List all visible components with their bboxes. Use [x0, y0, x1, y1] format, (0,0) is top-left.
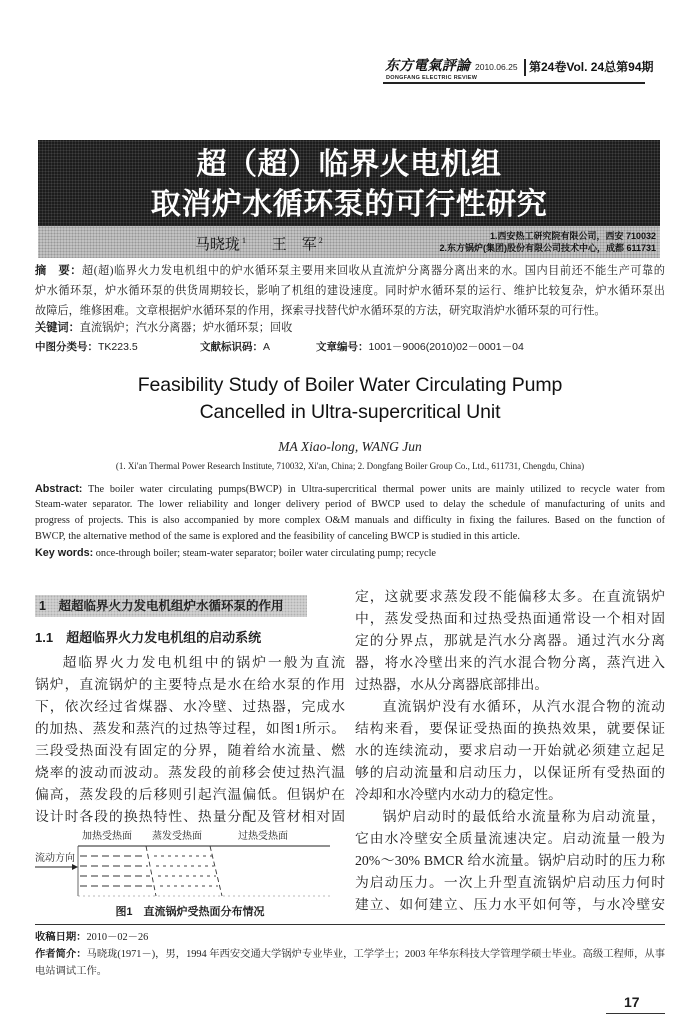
title-banner — [38, 140, 660, 226]
abstract-cn-line: 炉水循环泵，炉水循环泵的供货周期较长，影响了机组的建设速度。同时炉水循环泵的运行、维护比较复杂，炉水循环泵出 — [35, 285, 665, 297]
affiliation-mark: 1 — [242, 236, 247, 245]
clc-number — [35, 338, 138, 356]
authors-en: MA Xiao-long, WANG Jun — [278, 439, 422, 454]
header-separator — [524, 59, 526, 76]
body-text-line: 为启动压力。一次上升型直流锅炉启动压力何时 — [355, 875, 665, 890]
abstract-cn-line: 故障后，维修困难。文章根据炉水循环泵的作用，探索寻找替代炉水循环泵的方法，研究取消炉水循环泵的可行性。 — [35, 305, 606, 317]
body-text-line: 建立、如何建立、压力水平如何等，与水冷壁安 — [355, 897, 665, 912]
journal-logo: 东方電氣評論 — [385, 58, 471, 74]
article-number — [316, 338, 524, 356]
article-number-value: 1001－9006(2010)02－0001－04 — [368, 341, 524, 353]
author-name: 王 军 — [271, 237, 317, 253]
body-text-line: 冷却和水冷壁内水动力的稳定性。 — [355, 787, 562, 802]
body-text-line: 三段受热面没有固定的分界，随着给水流量、燃 — [35, 743, 345, 758]
body-text-line: 设计时各段的换热特性、热量分配及管材相对固 — [35, 809, 345, 824]
body-text-line: 器，将水冷壁出来的汽水混合物分离，蒸汽进入 — [355, 655, 665, 670]
issue-date: 2010.06.25 — [475, 62, 518, 72]
author-bio-label: 作者简介： — [35, 949, 87, 960]
body-text-line: 超临界火力发电机组中的锅炉一般为直流 — [62, 655, 345, 670]
heating-evaporation-boundary — [146, 846, 156, 896]
body-text-line: 它由水冷壁安全质量流速决定。启动流量一般为 — [355, 831, 665, 846]
body-text-line: 结构来看，要保证受热面的换热效果，就要保证 — [355, 721, 665, 736]
figure-label-evaporation: 蒸发受热面 — [152, 831, 202, 842]
flow-arrow-head — [72, 864, 78, 870]
affiliation-mark: 2 — [318, 236, 323, 245]
received-date-label: 收稿日期： — [35, 932, 87, 943]
body-text-line: 定的分界点，那就是汽水分离器。通过汽水分离 — [355, 633, 665, 648]
author-bio-text: 马晓珑(1971－)，男，1994 年西安交通大学锅炉专业毕业，工学学士；2003 年华东科技大学管理学硕士毕业。高级工程师，从事 — [86, 949, 665, 960]
keywords-cn-text: 直流锅炉；汽水分离器；炉水循环泵；回收 — [79, 322, 293, 334]
body-text-line: 锅炉，直流锅炉的主要特点是水在给水泵的作用 — [35, 677, 345, 692]
body-text-line: 下，依次经过省煤器、水冷壁、过热器，完成水 — [35, 699, 345, 714]
affiliations-en: (1. Xi'an Thermal Power Research Institute, 710032, Xi'an, China; 2. Dongfang Boiler Group Co., Ltd., 611731, Chengdu, China) — [115, 461, 585, 471]
heating-zone-hatching — [80, 856, 152, 886]
abstract-cn-text: 超(超)临界火力发电机组中的炉水循环泵主要用来回收从直流炉分离器分离出来的水。国内目前还不能生产可靠的 — [81, 265, 665, 277]
affiliation-2: 2.东方锅炉(集团)股份有限公司技术中心，成都 611731 — [439, 243, 656, 253]
page-number-rule — [606, 1013, 665, 1014]
body-text-line: 直流锅炉没有水循环，从汽水混合物的流动 — [382, 699, 665, 714]
abstract-en-line — [35, 481, 665, 498]
subsection-heading: 1.1 超超临界火力发电机组的启动系统 — [35, 630, 262, 645]
abstract-cn-label: 摘 要： — [35, 265, 82, 277]
title-cn-line-2: 取消炉水循环泵的可行性研究 — [150, 187, 548, 222]
document-code-value: A — [263, 341, 271, 353]
body-text-line: 烧率的波动而波动。蒸发段的前移会使过热汽温 — [35, 765, 345, 780]
clc-label: 中图分类号： — [35, 341, 98, 353]
article-number-label: 文章编号： — [316, 341, 369, 353]
abstract-en-line: BWCP, the alternative method of the same is explored and the feasibility of canceling BWCP is studied in this article. — [35, 531, 520, 542]
body-text-line: 偏高，蒸发段的后移则引起汽温偏低。但锅炉在 — [35, 787, 345, 802]
author-name: 马晓珑 — [195, 237, 241, 253]
title-cn-line-1: 超（超）临界火电机组 — [196, 147, 502, 182]
received-date — [35, 929, 665, 946]
body-text-line: 锅炉启动时的最低给水流量称为启动流量， — [382, 809, 665, 824]
body-text-line: 过热器，水从分离器底部排出。 — [355, 677, 549, 692]
keywords-en — [35, 545, 665, 562]
figure-1-diagram — [30, 826, 345, 902]
title-en-line-2: Cancelled in Ultra-supercritical Unit — [199, 401, 501, 423]
section-heading: 1 超超临界火力发电机组炉水循环泵的作用 — [35, 595, 307, 617]
document-code-label: 文献标识码： — [200, 341, 263, 353]
figure-1-caption: 图1 直流锅炉受热面分布情况 — [115, 906, 265, 918]
keywords-cn — [35, 319, 665, 337]
title-en-line-1: Feasibility Study of Boiler Water Circulating Pump — [137, 374, 563, 396]
body-text-line: 水的连续流动，要求启动一开始就必须建立起足 — [355, 743, 665, 758]
header-rule — [383, 82, 645, 84]
received-date-value: 2010－02－26 — [86, 932, 149, 943]
evaporation-superheat-boundary — [210, 846, 222, 896]
page-number: 17 — [624, 994, 640, 1010]
keywords-cn-label: 关键词： — [35, 322, 80, 334]
affiliation-1: 1.西安热工研究院有限公司，西安 710032 — [489, 231, 656, 241]
footnote-rule — [35, 924, 665, 925]
body-text-line: 20%～30% BMCR 给水流量。锅炉启动时的压力称 — [355, 853, 665, 868]
figure-label-superheating: 过热受热面 — [238, 831, 288, 842]
document-code — [200, 338, 270, 356]
abstract-en-line: Steam-water separator. The lower reliability and longer delivery period of BWCP used to delay the schedule of manufacturing of units and — [35, 499, 665, 510]
volume-info: 第24卷Vol. 24总第94期 — [529, 60, 654, 74]
body-text-line: 中，蒸发受热面和过热受热面通常设一个相对固 — [355, 611, 665, 626]
abstract-en-line: progress of projects. This is also accompanied by more complex O&M manuals and difficulty in fixing the failures. Based on the function of — [35, 515, 665, 526]
body-text-line: 够的启动流量和启动压力，以保证所有受热面的 — [355, 765, 665, 780]
author-bio-line: 电站调试工作。 — [35, 966, 108, 977]
abstract-en-label: Abstract: — [35, 483, 83, 495]
figure-label-heating: 加热受热面 — [82, 831, 132, 842]
keywords-en-label: Key words: — [35, 547, 94, 559]
body-text-line: 定，这就要求蒸发段不能偏移太多。在直流锅炉 — [355, 589, 665, 604]
clc-value: TK223.5 — [98, 341, 138, 353]
authors-cn — [195, 231, 323, 255]
author-bio-line — [35, 946, 665, 963]
journal-logo-subtitle: DONGFANG ELECTRIC REVIEW — [386, 75, 478, 81]
evaporation-zone-hatching — [154, 856, 218, 886]
flow-direction-label: 流动方向 — [35, 853, 75, 864]
keywords-en-text: once-through boiler; steam-water separator; boiler water circulating pump; recycle — [95, 548, 437, 559]
abstract-en-text: The boiler water circulating pumps(BWCP) in Ultra-supercritical thermal power units are mainly utilized to recycle water from — [88, 484, 665, 495]
author-banner — [38, 226, 660, 258]
affiliations-cn — [439, 230, 656, 254]
body-text-line: 的加热、蒸发和蒸汽的过热等过程，如图1所示。 — [35, 721, 345, 736]
abstract-cn-line — [35, 262, 665, 280]
